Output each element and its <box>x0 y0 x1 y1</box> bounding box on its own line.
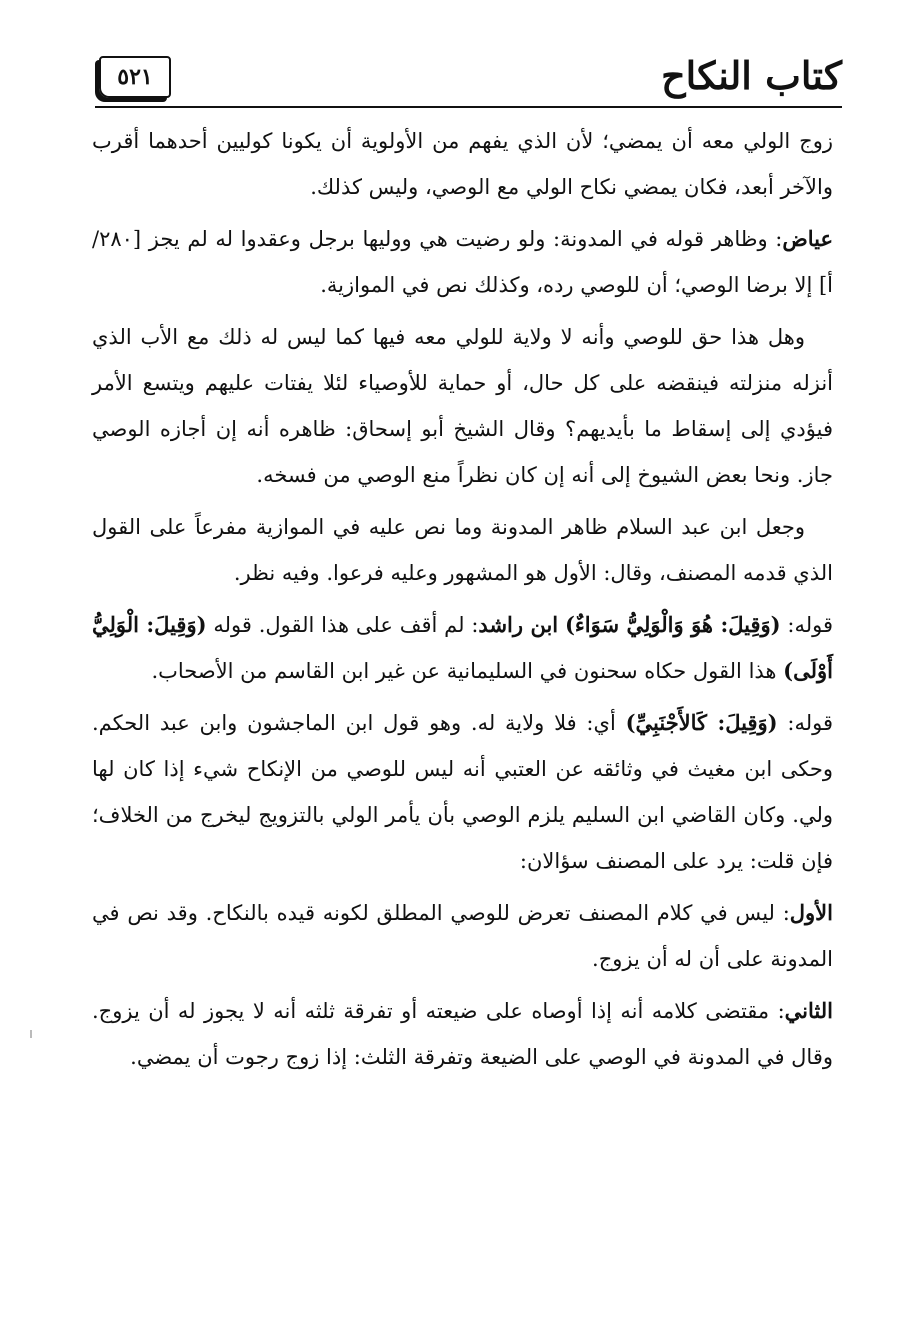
page-body <box>92 118 833 1086</box>
paragraph-8 <box>92 988 833 1080</box>
book-title: كتاب النكاح <box>661 53 842 98</box>
paragraph-text: وهل هذا حق للوصي وأنه لا ولاية للولي معه فيها كما ليس له ذلك مع الأب الذي أنزله منزلته فينقضه على كل حال، أو حماية للأوصياء لئلا يفتات عليهم ويتسع الأمر فيؤدي إلى إسقاط ما بأيديهم؟ وقال الشيخ أبو إسحاق: ظاهره أنه إن أجازه الوصي جاز. ونحا بعض الشيوخ إلى أنه إن كان نظراً منع الوصي من فسخه. <box>92 325 833 487</box>
paragraph-lead: الثاني <box>784 998 833 1023</box>
paragraph-text: وجعل ابن عبد السلام ظاهر المدونة وما نص عليه في الموازية مفرعاً على القول الذي قدمه المصنف، وقال: الأول هو المشهور وعليه فرعوا. وفيه نظر. <box>92 515 833 585</box>
page-number: ٥٢١ <box>99 56 171 98</box>
spacer-text <box>558 613 565 637</box>
paragraph-text: : مقتضى كلامه أنه إذا أوصاه على ضيعته أو تفرقة ثلثه أنه لا يجوز له أن يزوج. وقال في المدونة في الوصي على الضيعة وتفرقة الثلث: إذا زوج رجوت أن يمضي. <box>92 999 833 1069</box>
paragraph-text: : وظاهر قوله في المدونة: ولو رضيت هي ووليها برجل وعقدوا له لم يجز [٢٨٠/ أ] إلا برضا الوصي؛ أن للوصي رده، وكذلك نص في الموازية. <box>92 227 833 297</box>
paragraph-4 <box>92 504 833 596</box>
paragraph-prefix: قوله: <box>780 613 834 637</box>
paragraph-lead: عياض <box>782 226 833 251</box>
paragraph-6 <box>92 700 833 884</box>
paragraph-text: هذا القول حكاه سحنون في السليمانية عن غير ابن القاسم من الأصحاب. <box>151 659 784 683</box>
page-header <box>95 52 842 106</box>
paragraph-3 <box>92 314 833 498</box>
paragraph-1 <box>92 118 833 210</box>
paragraph-2 <box>92 216 833 308</box>
paragraph-text: : لم أقف على هذا القول. قوله <box>206 613 479 637</box>
paragraph-prefix: قوله: <box>777 711 834 735</box>
header-divider <box>95 106 842 108</box>
paragraph-lead: ابن راشد <box>478 612 559 637</box>
paragraph-lead: الأول <box>789 900 833 925</box>
paragraph-5 <box>92 602 833 694</box>
paragraph-text: أي: فلا ولاية له. وهو قول ابن الماجشون وابن عبد الحكم. وحكى ابن مغيث في وثائقه عن العتبي أنه ليس للوصي من الإنكاح شيء إذا كان لها ولي. وكان القاضي ابن السليم يلزم الوصي بأن يأمر الولي بالتزويج ليخرج من الخلاف؛ فإن قلت: يرد على المصنف سؤالان: <box>92 711 833 873</box>
margin-mark <box>30 1030 32 1038</box>
paragraph-text: : ليس في كلام المصنف تعرض للوصي المطلق لكونه قيده بالنكاح. وقد نص في المدونة على أن له أن يزوج. <box>92 901 833 971</box>
quoted-matn: (وَقِيلَ: الْوَلِيُّ أَوْلَى) <box>92 612 833 683</box>
paragraph-text: زوج الولي معه أن يمضي؛ لأن الذي يفهم من الأولوية أن يكونا كوليين أحدهما أقرب والآخر أبعد، فكان يمضي نكاح الولي مع الوصي، وليس كذلك. <box>92 129 833 199</box>
quoted-matn: (وَقِيلَ: كَالأَجْنَبِيِّ) <box>625 710 778 735</box>
quoted-matn: (وَقِيلَ: هُوَ وَالْوَلِيُّ سَوَاءٌ) <box>564 612 781 637</box>
paragraph-7 <box>92 890 833 982</box>
